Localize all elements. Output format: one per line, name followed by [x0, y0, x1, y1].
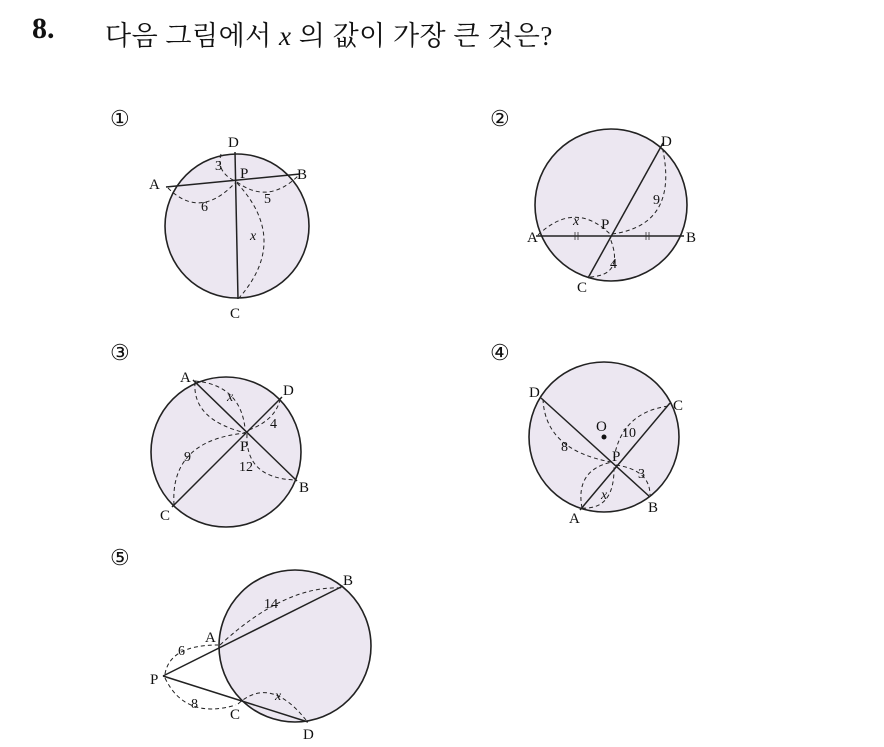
- figure-4-value-pc: 10: [622, 426, 636, 441]
- figure-2-label-a: A: [527, 230, 538, 246]
- option-3-marker[interactable]: ③: [110, 340, 130, 365]
- figure-5-value-cd: x: [275, 689, 282, 704]
- figure-2-label-c: C: [577, 280, 588, 296]
- figure-4-label-c: C: [673, 398, 684, 414]
- figure-1-label-c: C: [230, 306, 241, 322]
- figure-3-value-pc: 9: [184, 450, 191, 465]
- figure-1-label-b: B: [297, 167, 308, 183]
- figure-4-value-pa: x: [601, 488, 608, 503]
- figure-2-label-d: D: [661, 134, 672, 150]
- figure-3: [151, 370, 309, 527]
- figure-5-label-p: P: [150, 672, 159, 688]
- figure-5-value-pc: 8: [191, 697, 198, 712]
- figure-1-value-ap: 6: [201, 200, 208, 215]
- figure-2-label-b: B: [686, 230, 697, 246]
- question-number: 8.: [32, 12, 55, 45]
- figure-1-value-pc: x: [250, 229, 257, 244]
- option-2-marker[interactable]: ②: [490, 106, 510, 131]
- question-text-after: 의 값이 가장 큰 것은?: [291, 21, 553, 51]
- figure-3-value-pd: 4: [270, 417, 277, 432]
- figure-5-label-a: A: [205, 630, 216, 646]
- figure-4-label-b: B: [648, 500, 659, 516]
- figure-2-value-pd: 9: [653, 193, 660, 208]
- figure-3-label-p: P: [240, 439, 249, 455]
- figure-3-value-pb: 12: [239, 460, 253, 475]
- figure-4: [529, 362, 683, 527]
- figure-3-label-c: C: [160, 508, 171, 524]
- figure-2-value-pc: 4: [610, 257, 617, 272]
- figure-1: [149, 135, 309, 322]
- question-variable: x: [279, 21, 292, 51]
- figure-3-label-b: B: [299, 480, 310, 496]
- figure-3-label-a: A: [180, 370, 191, 386]
- figure-4-center-o: [602, 435, 607, 440]
- figure-4-label-a: A: [569, 511, 580, 527]
- figure-1-label-p: P: [240, 166, 249, 182]
- figure-4-value-pb: 3: [638, 467, 645, 482]
- figure-5: [150, 570, 371, 743]
- figure-4-label-d: D: [529, 385, 540, 401]
- figure-5-circle: [219, 570, 371, 722]
- figure-5-arc-pc: [165, 678, 236, 709]
- figure-5-label-b: B: [343, 573, 354, 589]
- figure-3-label-d: D: [283, 383, 294, 399]
- figure-5-arc-pa: [165, 645, 218, 674]
- question-text-before: 다음 그림에서: [105, 21, 279, 51]
- option-1-marker[interactable]: ①: [110, 106, 130, 131]
- figure-4-label-p: P: [612, 449, 621, 465]
- figure-2-value-ap: x: [573, 214, 580, 229]
- figure-1-label-a: A: [149, 177, 160, 193]
- figure-1-value-pd: 3: [215, 159, 222, 174]
- figure-2-label-p: P: [601, 217, 610, 233]
- figure-2: [527, 129, 696, 296]
- figure-3-value-ap: x: [227, 390, 234, 405]
- figure-4-label-o: O: [596, 419, 607, 435]
- figure-1-label-d: D: [228, 135, 239, 151]
- figure-5-label-c: C: [230, 707, 241, 723]
- figure-5-value-ab: 14: [264, 597, 278, 612]
- figure-1-value-pb: 5: [264, 192, 271, 207]
- option-4-marker[interactable]: ④: [490, 340, 510, 365]
- figure-5-value-pa: 6: [178, 644, 185, 659]
- option-5-marker[interactable]: ⑤: [110, 545, 130, 570]
- figure-4-value-pd: 8: [561, 440, 568, 455]
- figure-5-label-d: D: [303, 727, 314, 743]
